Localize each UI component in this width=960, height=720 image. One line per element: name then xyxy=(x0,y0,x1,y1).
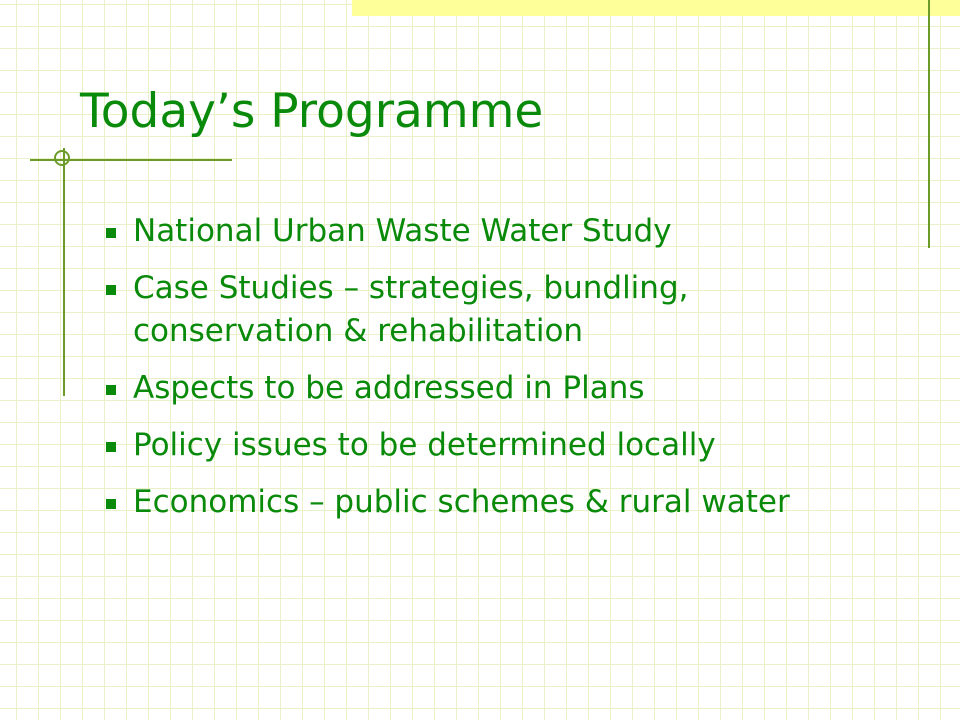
square-bullet-icon xyxy=(106,285,116,295)
square-bullet-icon xyxy=(106,228,116,238)
right-vertical-line xyxy=(928,0,930,248)
bullet-text: Aspects to be addressed in Plans xyxy=(133,370,645,406)
square-bullet-icon xyxy=(106,442,116,452)
bullet-item xyxy=(100,424,880,467)
yellow-band xyxy=(352,0,960,16)
bullet-text: Policy issues to be determined locally xyxy=(133,427,716,463)
bullet-item xyxy=(100,481,880,524)
slide-title: Today’s Programme xyxy=(80,84,544,139)
left-vertical-line xyxy=(63,148,65,396)
bullet-text: Economics – public schemes & rural water xyxy=(133,484,790,520)
bullet-item xyxy=(100,367,880,410)
square-bullet-icon xyxy=(106,499,116,509)
bullet-text: Case Studies – strategies, bundling, conservation & rehabilitation xyxy=(133,270,689,349)
crosshair-circle-icon xyxy=(54,150,70,166)
bullet-text: National Urban Waste Water Study xyxy=(133,213,672,249)
bullet-list xyxy=(100,210,880,538)
bullet-item xyxy=(100,267,880,353)
square-bullet-icon xyxy=(106,385,116,395)
bullet-item xyxy=(100,210,880,253)
